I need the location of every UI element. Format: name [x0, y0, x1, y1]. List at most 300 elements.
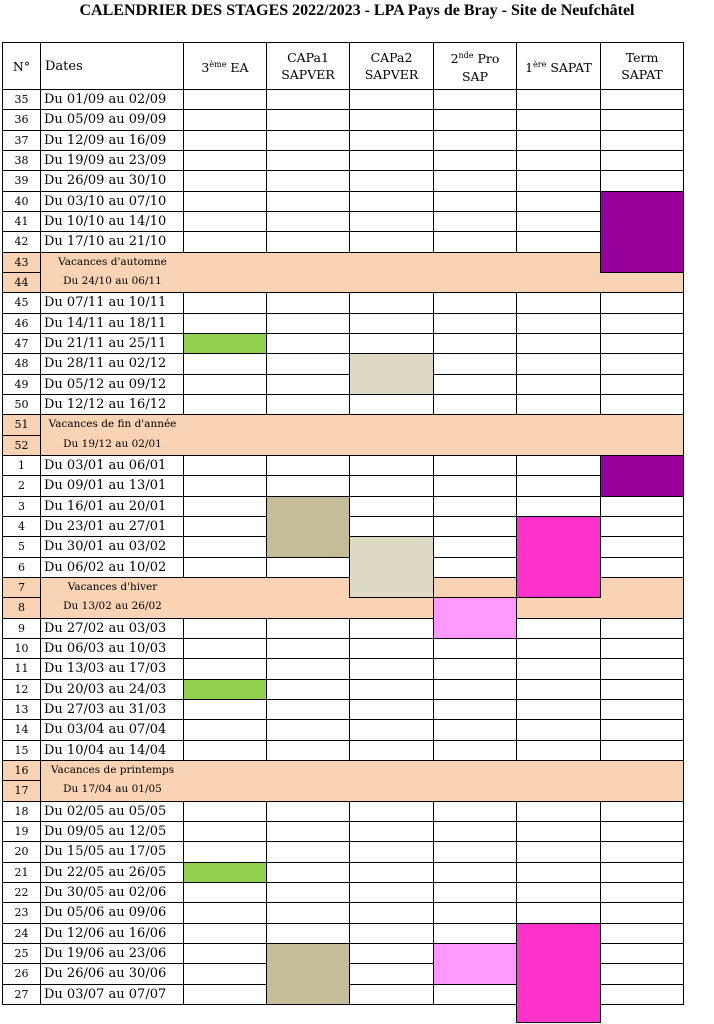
dates-cell	[40, 923, 184, 944]
empty-cell	[266, 679, 350, 700]
header-capa2-sapver	[349, 42, 434, 90]
dates-cell	[40, 292, 184, 313]
empty-cell	[600, 557, 684, 578]
empty-cell	[516, 130, 601, 151]
empty-cell	[266, 353, 350, 374]
empty-cell	[600, 618, 684, 639]
week-number: 3	[18, 499, 25, 513]
week-number: 16	[14, 763, 29, 777]
empty-cell	[349, 984, 434, 1005]
empty-cell	[600, 109, 684, 130]
empty-cell	[266, 923, 350, 944]
vacation-dates: Du 24/10 au 06/11	[63, 274, 162, 287]
empty-cell	[433, 536, 517, 557]
week-number-cell	[2, 211, 41, 232]
week-dates: Du 01/09 au 02/09	[44, 92, 167, 107]
empty-cell	[433, 231, 517, 252]
empty-cell	[433, 496, 517, 517]
week-number: 10	[14, 641, 29, 655]
week-number-cell	[2, 943, 41, 964]
week-number: 22	[14, 885, 29, 899]
week-dates: Du 05/12 au 09/12	[44, 376, 167, 392]
week-dates: Du 13/03 au 17/03	[44, 661, 167, 677]
empty-cell	[433, 353, 517, 374]
empty-cell	[433, 699, 517, 720]
dates-cell	[40, 89, 184, 110]
empty-cell	[600, 313, 684, 334]
empty-cell	[433, 658, 517, 679]
empty-cell	[349, 333, 434, 354]
dates-cell	[40, 170, 184, 191]
week-number-cell	[2, 699, 41, 720]
dates-cell	[40, 882, 184, 903]
week-dates: Du 15/05 au 17/05	[44, 844, 167, 860]
dates-cell	[40, 618, 184, 639]
empty-cell	[183, 89, 267, 110]
dates-cell	[40, 536, 184, 557]
empty-cell	[349, 496, 434, 517]
empty-cell	[433, 150, 517, 171]
internship-block-capa2	[349, 536, 434, 598]
empty-cell	[433, 740, 517, 761]
week-dates: Du 26/09 au 30/10	[44, 173, 167, 189]
empty-cell	[183, 841, 267, 862]
empty-cell	[516, 211, 601, 232]
empty-cell	[183, 719, 267, 740]
week-number: 1	[18, 458, 25, 472]
empty-cell	[600, 679, 684, 700]
week-number: 11	[14, 662, 29, 676]
week-dates: Du 23/01 au 27/01	[44, 518, 167, 534]
empty-cell	[349, 699, 434, 720]
empty-cell	[516, 740, 601, 761]
empty-cell	[349, 801, 434, 822]
vacation-band	[40, 760, 684, 802]
empty-cell	[183, 516, 267, 537]
week-number: 20	[14, 845, 29, 859]
empty-cell	[433, 211, 517, 232]
week-number-cell	[2, 841, 41, 862]
week-dates: Du 10/10 au 14/10	[44, 213, 167, 229]
empty-cell	[183, 374, 267, 395]
empty-cell	[600, 719, 684, 740]
empty-cell	[349, 821, 434, 842]
week-dates: Du 30/01 au 03/02	[44, 539, 167, 555]
week-number: 7	[18, 580, 25, 594]
empty-cell	[516, 679, 601, 700]
empty-cell	[433, 455, 517, 476]
week-number: 14	[14, 723, 29, 737]
empty-cell	[600, 963, 684, 984]
week-number-cell	[2, 679, 41, 700]
dates-cell	[40, 658, 184, 679]
week-dates: Du 06/03 au 10/03	[44, 640, 167, 656]
week-dates: Du 19/06 au 23/06	[44, 945, 167, 961]
empty-cell	[516, 109, 601, 130]
empty-cell	[516, 882, 601, 903]
empty-cell	[600, 943, 684, 964]
empty-cell	[433, 882, 517, 903]
week-dates: Du 03/01 au 06/01	[44, 457, 167, 473]
week-number-cell	[2, 89, 41, 110]
internship-block-2nde-pro	[433, 597, 517, 639]
empty-cell	[183, 313, 267, 334]
empty-cell	[600, 862, 684, 883]
empty-cell	[349, 923, 434, 944]
week-number-cell	[2, 191, 41, 212]
header-2nde-pro-sap-label: 2nde Pro SAP	[450, 51, 500, 84]
empty-cell	[516, 313, 601, 334]
dates-cell	[40, 496, 184, 517]
empty-cell	[600, 394, 684, 415]
empty-cell	[266, 882, 350, 903]
empty-cell	[433, 841, 517, 862]
vacation-title: Vacances de printemps	[50, 763, 175, 776]
vacation-band	[40, 414, 684, 456]
internship-block-term-sapat	[600, 455, 684, 497]
empty-cell	[516, 231, 601, 252]
dates-cell	[40, 841, 184, 862]
empty-cell	[433, 516, 517, 537]
empty-cell	[183, 231, 267, 252]
empty-cell	[266, 333, 350, 354]
empty-cell	[266, 699, 350, 720]
empty-cell	[266, 475, 350, 496]
empty-cell	[433, 130, 517, 151]
week-number-cell	[2, 719, 41, 740]
empty-cell	[183, 475, 267, 496]
empty-cell	[516, 333, 601, 354]
empty-cell	[349, 130, 434, 151]
week-dates: Du 12/12 au 16/12	[44, 396, 167, 412]
week-number-cell	[2, 231, 41, 252]
week-number-cell	[2, 516, 41, 537]
header-num-label: N°	[12, 58, 31, 74]
dates-cell	[40, 455, 184, 476]
header-3eme-ea-label: 3ème EA	[201, 59, 249, 76]
empty-cell	[349, 89, 434, 110]
week-number: 21	[14, 865, 29, 879]
empty-cell	[183, 394, 267, 415]
empty-cell	[600, 516, 684, 537]
week-number-cell	[2, 414, 41, 435]
empty-cell	[349, 943, 434, 964]
week-number: 48	[14, 357, 29, 371]
empty-cell	[349, 740, 434, 761]
empty-cell	[266, 557, 350, 578]
empty-cell	[600, 699, 684, 720]
empty-cell	[433, 801, 517, 822]
week-dates: Du 07/11 au 10/11	[44, 295, 167, 311]
week-number-cell	[2, 597, 41, 618]
week-number-cell	[2, 496, 41, 517]
empty-cell	[516, 170, 601, 191]
empty-cell	[433, 679, 517, 700]
empty-cell	[183, 170, 267, 191]
week-number: 4	[18, 519, 25, 533]
week-number: 27	[14, 987, 29, 1001]
empty-cell	[266, 191, 350, 212]
empty-cell	[433, 89, 517, 110]
week-number-cell	[2, 862, 41, 883]
week-number: 52	[14, 438, 29, 452]
week-number-cell	[2, 353, 41, 374]
week-dates: Du 09/01 au 13/01	[44, 478, 167, 494]
empty-cell	[349, 658, 434, 679]
empty-cell	[266, 902, 350, 923]
week-number-cell	[2, 882, 41, 903]
empty-cell	[516, 658, 601, 679]
empty-cell	[349, 902, 434, 923]
dates-cell	[40, 740, 184, 761]
dates-cell	[40, 719, 184, 740]
dates-cell	[40, 475, 184, 496]
empty-cell	[266, 455, 350, 476]
week-number-cell	[2, 394, 41, 415]
week-number-cell	[2, 536, 41, 557]
empty-cell	[516, 394, 601, 415]
dates-cell	[40, 150, 184, 171]
empty-cell	[516, 902, 601, 923]
empty-cell	[266, 89, 350, 110]
week-number: 39	[14, 174, 29, 188]
week-number-cell	[2, 984, 41, 1005]
week-number: 17	[14, 784, 29, 798]
internship-block-3eme-ea	[183, 862, 267, 883]
week-number-cell	[2, 109, 41, 130]
empty-cell	[349, 516, 434, 537]
empty-cell	[349, 719, 434, 740]
week-number: 15	[14, 743, 29, 757]
empty-cell	[266, 130, 350, 151]
week-number: 18	[14, 804, 29, 818]
week-number: 9	[18, 621, 25, 635]
week-number: 50	[14, 397, 29, 411]
header-3eme-ea	[183, 42, 267, 90]
week-dates: Du 14/11 au 18/11	[44, 315, 167, 331]
empty-cell	[349, 638, 434, 659]
week-number: 36	[14, 113, 29, 127]
empty-cell	[349, 109, 434, 130]
empty-cell	[266, 292, 350, 313]
week-number: 8	[18, 601, 25, 615]
empty-cell	[183, 150, 267, 171]
week-number: 40	[14, 194, 29, 208]
empty-cell	[516, 719, 601, 740]
empty-cell	[433, 394, 517, 415]
empty-cell	[183, 882, 267, 903]
empty-cell	[266, 841, 350, 862]
week-number-cell	[2, 902, 41, 923]
internship-block-3eme-ea	[183, 333, 267, 354]
empty-cell	[349, 231, 434, 252]
week-number: 19	[14, 824, 29, 838]
week-number-cell	[2, 475, 41, 496]
empty-cell	[183, 109, 267, 130]
week-number: 5	[18, 540, 25, 554]
dates-cell	[40, 963, 184, 984]
week-number-cell	[2, 618, 41, 639]
week-number: 23	[14, 906, 29, 920]
empty-cell	[183, 902, 267, 923]
empty-cell	[433, 821, 517, 842]
week-dates: Du 16/01 au 20/01	[44, 498, 167, 514]
empty-cell	[433, 475, 517, 496]
week-number: 41	[14, 214, 29, 228]
dates-cell	[40, 801, 184, 822]
week-dates: Du 03/07 au 07/07	[44, 986, 167, 1002]
empty-cell	[600, 984, 684, 1005]
empty-cell	[349, 150, 434, 171]
empty-cell	[183, 191, 267, 212]
empty-cell	[600, 374, 684, 395]
dates-cell	[40, 862, 184, 883]
empty-cell	[266, 170, 350, 191]
week-number-cell	[2, 780, 41, 801]
empty-cell	[600, 821, 684, 842]
empty-cell	[183, 292, 267, 313]
empty-cell	[183, 699, 267, 720]
dates-cell	[40, 211, 184, 232]
dates-cell	[40, 943, 184, 964]
dates-cell	[40, 231, 184, 252]
week-number: 12	[14, 682, 29, 696]
dates-cell	[40, 109, 184, 130]
empty-cell	[600, 841, 684, 862]
empty-cell	[266, 211, 350, 232]
week-dates: Du 12/06 au 16/06	[44, 925, 167, 941]
empty-cell	[516, 150, 601, 171]
vacation-title: Vacances d'automne	[58, 255, 167, 268]
week-number-cell	[2, 130, 41, 151]
header-dates	[40, 42, 184, 90]
empty-cell	[349, 841, 434, 862]
week-number: 26	[14, 967, 29, 981]
empty-cell	[600, 89, 684, 110]
week-number-cell	[2, 292, 41, 313]
empty-cell	[433, 557, 517, 578]
empty-cell	[266, 374, 350, 395]
empty-cell	[183, 638, 267, 659]
empty-cell	[266, 862, 350, 883]
empty-cell	[349, 679, 434, 700]
week-number-cell	[2, 313, 41, 334]
empty-cell	[516, 475, 601, 496]
empty-cell	[349, 618, 434, 639]
header-term-sapat-label: Term SAPAT	[621, 50, 663, 82]
dates-cell	[40, 130, 184, 151]
internship-block-capa1	[266, 496, 350, 558]
week-number: 38	[14, 153, 29, 167]
empty-cell	[600, 536, 684, 557]
week-dates: Du 06/02 au 10/02	[44, 559, 167, 575]
empty-cell	[266, 658, 350, 679]
empty-cell	[266, 150, 350, 171]
empty-cell	[600, 292, 684, 313]
empty-cell	[266, 821, 350, 842]
internship-block-capa2	[349, 353, 434, 395]
empty-cell	[183, 618, 267, 639]
empty-cell	[600, 170, 684, 191]
week-number: 42	[14, 235, 29, 249]
header-2nde-pro-sap	[433, 42, 517, 90]
week-dates: Du 12/09 au 16/09	[44, 132, 167, 148]
week-dates: Du 05/06 au 09/06	[44, 905, 167, 921]
internship-block-1ere-sapat	[516, 516, 601, 598]
week-number-cell	[2, 760, 41, 781]
empty-cell	[433, 638, 517, 659]
empty-cell	[266, 638, 350, 659]
week-dates: Du 17/10 au 21/10	[44, 234, 167, 250]
empty-cell	[516, 292, 601, 313]
dates-cell	[40, 191, 184, 212]
empty-cell	[183, 984, 267, 1005]
dates-cell	[40, 679, 184, 700]
dates-cell	[40, 353, 184, 374]
header-num	[2, 42, 41, 90]
empty-cell	[266, 719, 350, 740]
week-number-cell	[2, 577, 41, 598]
dates-cell	[40, 313, 184, 334]
week-number-cell	[2, 658, 41, 679]
empty-cell	[183, 801, 267, 822]
empty-cell	[516, 353, 601, 374]
week-number-cell	[2, 821, 41, 842]
header-term-sapat	[600, 42, 684, 90]
week-dates: Du 10/04 au 14/04	[44, 742, 167, 758]
dates-cell	[40, 557, 184, 578]
empty-cell	[600, 882, 684, 903]
empty-cell	[516, 496, 601, 517]
week-dates: Du 27/02 au 03/03	[44, 620, 167, 636]
dates-cell	[40, 699, 184, 720]
empty-cell	[433, 313, 517, 334]
empty-cell	[600, 902, 684, 923]
empty-cell	[516, 191, 601, 212]
week-number: 13	[14, 702, 29, 716]
empty-cell	[433, 984, 517, 1005]
week-number-cell	[2, 333, 41, 354]
empty-cell	[600, 353, 684, 374]
empty-cell	[433, 191, 517, 212]
week-number-cell	[2, 638, 41, 659]
empty-cell	[600, 496, 684, 517]
empty-cell	[600, 638, 684, 659]
empty-cell	[183, 211, 267, 232]
week-dates: Du 21/11 au 25/11	[44, 335, 167, 351]
internship-block-3eme-ea	[183, 679, 267, 700]
empty-cell	[516, 801, 601, 822]
vacation-dates: Du 13/02 au 26/02	[63, 600, 162, 613]
empty-cell	[183, 455, 267, 476]
empty-cell	[266, 109, 350, 130]
week-dates: Du 27/03 au 31/03	[44, 701, 167, 717]
week-dates: Du 30/05 au 02/06	[44, 884, 167, 900]
vacation-dates: Du 17/04 au 01/05	[63, 783, 162, 796]
empty-cell	[266, 618, 350, 639]
vacation-title: Vacances de fin d'année	[48, 418, 177, 431]
empty-cell	[516, 638, 601, 659]
empty-cell	[183, 821, 267, 842]
internship-block-2nde-pro	[433, 943, 517, 985]
week-number-cell	[2, 455, 41, 476]
empty-cell	[433, 902, 517, 923]
week-number: 25	[14, 946, 29, 960]
empty-cell	[600, 923, 684, 944]
internship-block-1ere-sapat	[516, 923, 601, 1023]
empty-cell	[433, 333, 517, 354]
empty-cell	[349, 394, 434, 415]
